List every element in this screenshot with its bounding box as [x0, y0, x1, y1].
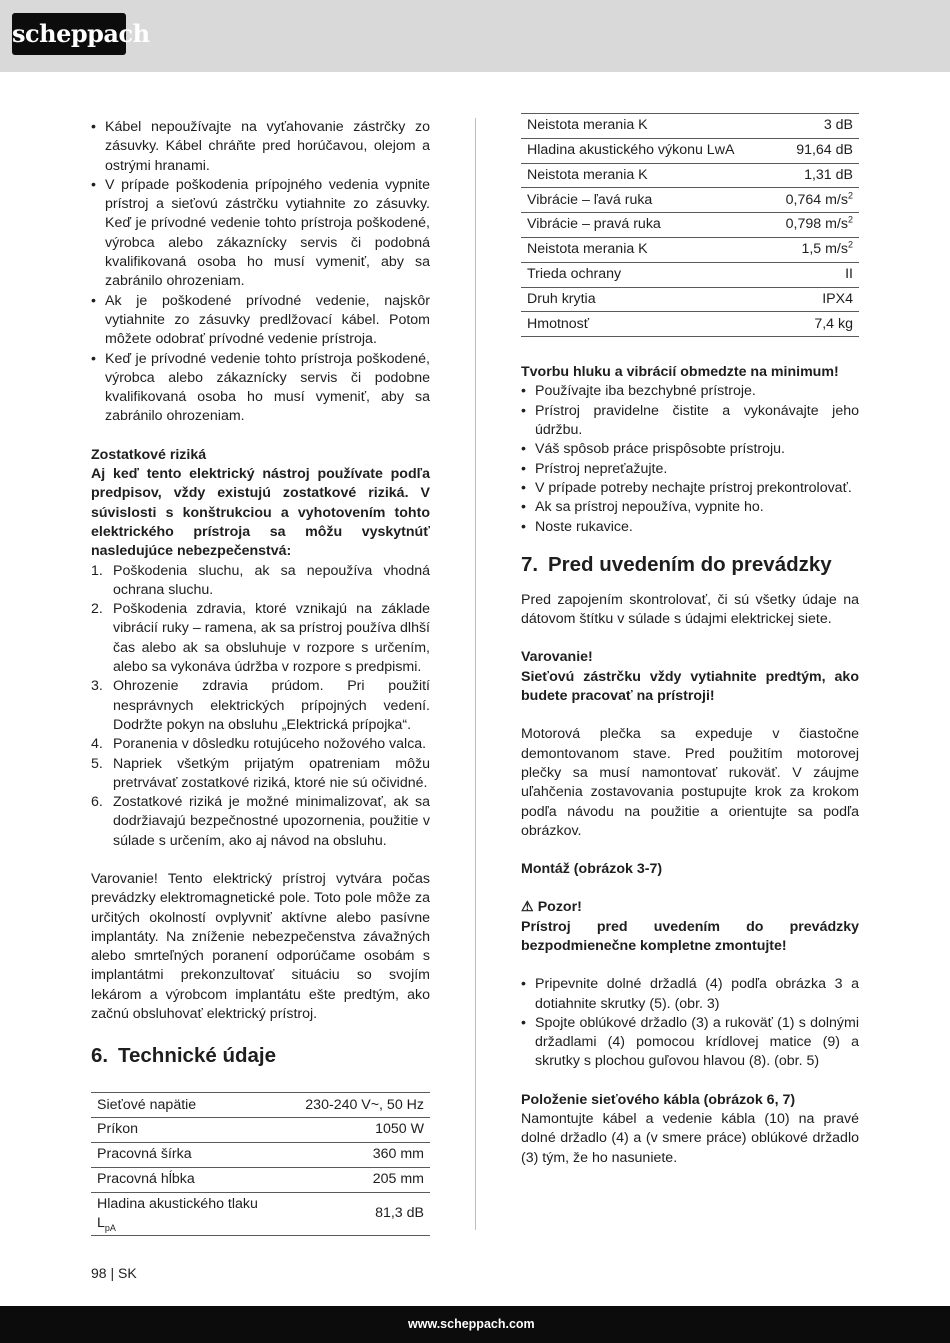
spec-key: Neistota merania K — [521, 163, 769, 188]
list-item: 6. Zostatkové riziká je možné minimalizovať, ak sa dodržiavajú bezpečnostné upozornenia, použitie v súlade s určením, ako aj návod na obsluhu. — [91, 794, 430, 849]
spec-value: 3 dB — [769, 114, 859, 139]
technical-data-table — [91, 1092, 430, 1236]
right-column — [521, 113, 859, 1168]
list-item: 1. Poškodenia sluchu, ak sa nepoužíva vhodná ochrana sluchu. — [91, 562, 430, 598]
assembly-title: Montáž (obrázok 3-7) — [521, 861, 663, 878]
table-row — [521, 188, 859, 213]
spec-key: Neistota merania K — [521, 114, 769, 139]
list-item: • Pripevnite dolné držadlá (4) podľa obrázka 3 a dotiahnite skrutky (5). (obr. 3) — [521, 975, 859, 1014]
spec-key: Trieda ochrany — [521, 262, 769, 287]
list-item-number: 1. — [91, 562, 103, 579]
spec-key: Hladina akustického tlaku $L_{pA}$ — [91, 1192, 284, 1236]
list-item-number: 3. — [91, 678, 103, 695]
caution-label: Pozor! — [537, 899, 582, 916]
table-row — [521, 114, 859, 139]
spec-value: 1,31 dB — [769, 163, 859, 188]
warning-triangle-icon: ⚠ — [521, 899, 534, 916]
list-item: • Keď je prívodné vedenie tohto prístroja poškodené, výrobca alebo zákaznícky servis či podobne kvalifikovaná osoba ho musí vymeniť, aby sa zabránilo ohrozeniam. — [91, 350, 430, 427]
list-item-number: 5. — [91, 755, 103, 772]
list-item: • Váš spôsob práce prispôsobte prístroju. — [521, 440, 859, 459]
list-item: 5. Napriek všetkým prijatým opatreniam môžu pretrvávať zostatkové riziká, ktoré nie sú očividné. — [91, 755, 430, 791]
spec-value: 360 mm — [284, 1142, 430, 1167]
list-item: • Prístroj nepreťažujte. — [521, 460, 859, 479]
table-row — [521, 138, 859, 163]
left-column — [91, 118, 430, 1236]
spec-key: Vibrácie – ľavá ruka — [521, 188, 769, 213]
assembly-steps-list — [521, 975, 859, 1071]
section-6-heading — [91, 1044, 430, 1068]
page-number: 98 | SK — [91, 1265, 137, 1281]
list-item: • Kábel nepoužívajte na vyťahovanie zástrčky zo zásuvky. Kábel chráňte pred horúčavou, olejom a ostrými hranami. — [91, 118, 430, 176]
spec-value: 7,4 kg — [769, 312, 859, 337]
list-item-number: 6. — [91, 794, 103, 811]
warning-text: Sieťovú zástrčku vždy vytiahnite predtým, ako budete pracovať na prístroji! — [521, 668, 859, 705]
noise-reduction-title: Tvorbu hluku a vibrácií obmedzte na minimum! — [521, 364, 839, 381]
technical-data-table-continued — [521, 113, 859, 337]
spec-value: 230-240 V~, 50 Hz — [284, 1093, 430, 1118]
list-item: 4. Poranenia v dôsledku rotujúceho nožového valca. — [91, 735, 430, 754]
spec-value: 1050 W — [284, 1118, 430, 1143]
list-item-number: 2. — [91, 601, 103, 618]
column-divider — [475, 118, 476, 1230]
warning-label: Varovanie! — [521, 649, 593, 666]
list-item: • Noste rukavice. — [521, 518, 859, 537]
residual-risks-title: Zostatkové riziká — [91, 446, 207, 463]
spec-key: Druh krytia — [521, 287, 769, 312]
caution-text: Prístroj pred uvedením do prevádzky bezpodmienečne kompletne zmontujte! — [521, 918, 859, 954]
spec-value: IPX4 — [769, 287, 859, 312]
list-item: • Spojte oblúkové držadlo (3) a rukoväť (1) s dolnými držadlami (4) pomocou krídlovej matice (9) a skrutky s plochou guľovou hlavou (8). (obr. 5) — [521, 1014, 859, 1072]
website-link[interactable]: www.scheppach.com — [408, 1317, 535, 1331]
table-row — [521, 287, 859, 312]
spec-value: 205 mm — [284, 1167, 430, 1192]
section-6-title: Technické údaje — [118, 1044, 276, 1068]
spec-key: Vibrácie – pravá ruka — [521, 213, 769, 238]
table-row — [521, 262, 859, 287]
emf-warning-text: Varovanie! Tento elektrický prístroj vytvára počas prevádzky elektromagnetické pole. Toto pole môže za určitých okolností ovplyvniť aktívne alebo pasívne implantáty. Na zníženie nebezpečenstva závažných alebo smrteľných poranení odporúčame osobám s implantátmi prekonzultovať situáciu so svojím lekárom a výrobcom implantátu ešte predtým, ako začnú obsluhovať elektrický prístroj. — [91, 870, 430, 1023]
cable-routing-title: Položenie sieťového kábla (obrázok 6, 7) — [521, 1091, 796, 1108]
list-item: • V prípade potreby nechajte prístroj prekontrolovať. — [521, 479, 859, 498]
table-row — [91, 1118, 430, 1143]
spec-key: Pracovná hĺbka — [91, 1167, 284, 1192]
residual-risks-intro: Aj keď tento elektrický nástroj používate podľa predpisov, vždy existujú zostatkové riziká. V súvislosti s konštrukciou a vyhotovením tohto elektrického prístroja sa môžu vyskytnúť nasledujúce nebezpečenstvá: — [91, 466, 430, 560]
section-6-number: 6. — [91, 1044, 109, 1068]
spec-value: 91,64 dB — [769, 138, 859, 163]
caution-heading — [521, 898, 859, 917]
spec-value: 0,764 $m/s^2$ — [769, 188, 859, 213]
header-band — [0, 0, 950, 72]
section-7-number: 7. — [521, 552, 539, 576]
residual-risks-list — [91, 562, 430, 851]
table-row — [521, 237, 859, 262]
footer-band — [0, 1306, 950, 1343]
table-row — [91, 1093, 430, 1118]
spec-key: Hmotnosť — [521, 312, 769, 337]
spec-key: Sieťové napätie — [91, 1093, 284, 1118]
list-item: 2. Poškodenia zdravia, ktoré vznikajú na základe vibrácií ruky – ramena, ak sa prístroj používa dlhší čas alebo ak sa obsluhuje v rozpore s určením, alebo sa vykonáva údržba v rozpore s predpismi. — [91, 601, 430, 676]
list-item: 3. Ohrozenie zdravia prúdom. Pri použití nesprávnych elektrických prípojných vedení. Dodržte pokyn na obsluhu „Elektrická prípojka“. — [91, 678, 430, 733]
table-row — [521, 312, 859, 337]
spec-value: 81,3 dB — [284, 1192, 430, 1236]
spec-key: Hladina akustického výkonu LwA — [521, 138, 769, 163]
noise-reduction-list — [521, 382, 859, 536]
table-row — [91, 1142, 430, 1167]
section-7-title: Pred uvedením do prevádzky — [548, 552, 832, 576]
list-item: • Ak sa prístroj nepoužíva, vypnite ho. — [521, 498, 859, 517]
spec-value: 0,798 $m/s^2$ — [769, 213, 859, 238]
table-row — [91, 1167, 430, 1192]
list-item: • Ak je poškodené prívodné vedenie, najskôr vytiahnite zo zásuvky predlžovací kábel. Potom môžete odobrať prívodné vedenie prístroja. — [91, 292, 430, 350]
spec-key: Pracovná šírka — [91, 1142, 284, 1167]
spec-key: Príkon — [91, 1118, 284, 1143]
list-item: • Používajte iba bezchybné prístroje. — [521, 382, 859, 401]
brand-logo: scheppach — [12, 13, 126, 55]
data-plate-check-text: Pred zapojením skontrolovať, či sú všetky údaje na dátovom štítku v súlade s údajmi elektrickej siete. — [521, 591, 859, 628]
assembly-intro-text: Motorová plečka sa expeduje v čiastočne demontovanom stave. Pred použitím motorovej plečky sa musí namontovať rukoväť. V záujme uľahčenia zostavovania postupujte krok za krokom podľa návodu na použitie a orientujte sa podľa obrázkov. — [521, 726, 859, 839]
cable-routing-text: Namontujte kábel a vedenie kábla (10) na pravé dolné držadlo (4) a (v smere práce) oblúkové držadlo (3) tým, že ho nasuniete. — [521, 1111, 859, 1166]
list-item: • V prípade poškodenia prípojného vedenia vypnite prístroj a sieťovú zástrčku vytiahnite zo zásuvky. Keď je prívodné vedenie tohto prístroja poškodené, výrobca alebo zákaznícky servis či podobná kvalifikovaná osoba ho musí vymeniť, aby sa zabránilo ohrozeniam. — [91, 176, 430, 292]
spec-value: II — [769, 262, 859, 287]
safety-bullet-list — [91, 118, 430, 427]
section-7-heading — [521, 553, 859, 577]
table-row — [521, 163, 859, 188]
table-row — [521, 213, 859, 238]
spec-value: 1,5 $m/s^2$ — [769, 237, 859, 262]
list-item-number: 4. — [91, 736, 103, 753]
table-row — [91, 1192, 430, 1236]
list-item: • Prístroj pravidelne čistite a vykonávajte jeho údržbu. — [521, 402, 859, 441]
spec-key: Neistota merania K — [521, 237, 769, 262]
